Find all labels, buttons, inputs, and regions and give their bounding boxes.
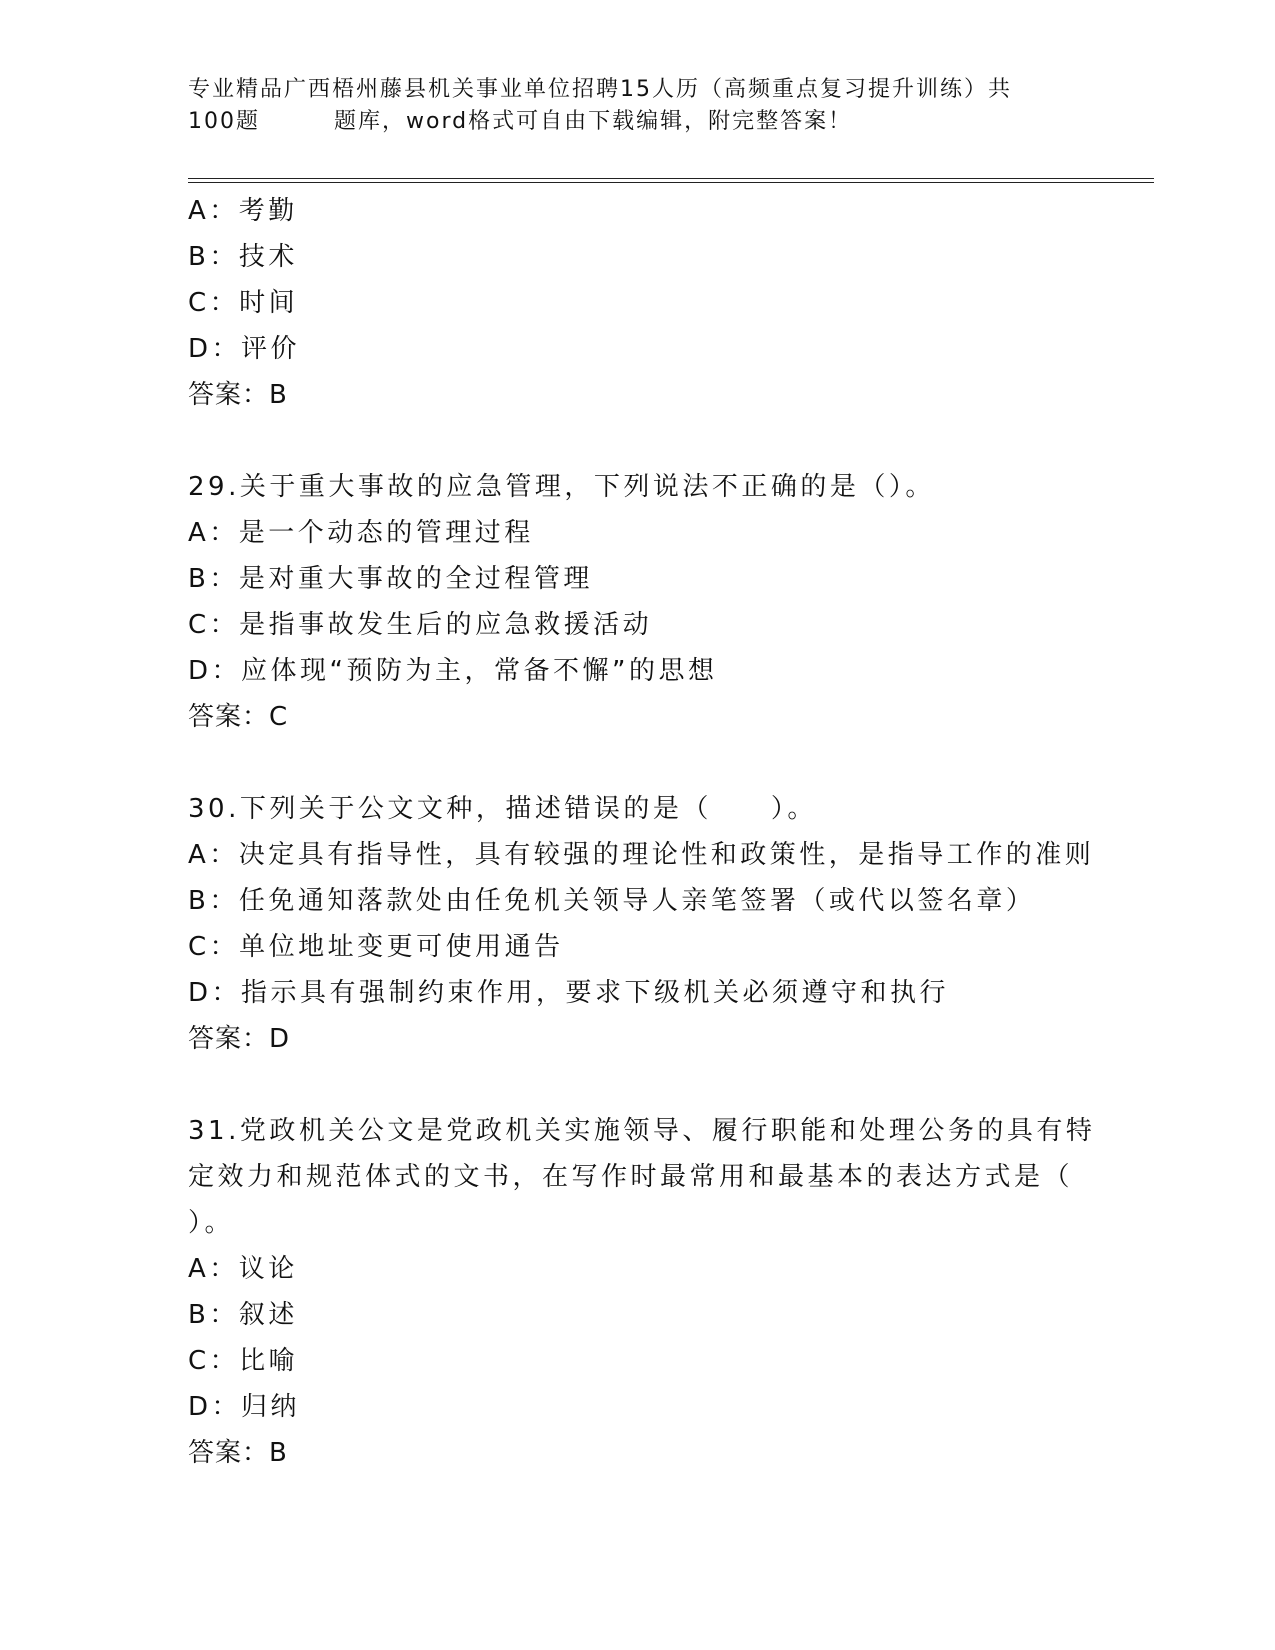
header-title-line-1: 专业精品广西梧州藤县机关事业单位招聘15人历（高频重点复习提升训练）共 — [188, 77, 1012, 102]
option-d: D：评价 — [188, 334, 301, 364]
answer-line: 答案：B — [188, 380, 288, 410]
answer-line: 答案：D — [188, 1024, 291, 1054]
question-stem: 30.下列关于公文文种，描述错误的是（ ）。 — [188, 794, 817, 824]
option-b: B：是对重大事故的全过程管理 — [188, 564, 593, 594]
option-d: D：应体现“预防为主，常备不懈”的思想 — [188, 656, 718, 686]
option-c: C：单位地址变更可使用通告 — [188, 932, 564, 962]
option-d: D：归纳 — [188, 1392, 301, 1422]
option-a: A：决定具有指导性，具有较强的理论性和政策性，是指导工作的准则 — [188, 840, 1095, 870]
header-divider-bottom — [188, 182, 1154, 183]
option-a: A：是一个动态的管理过程 — [188, 518, 534, 548]
option-d: D：指示具有强制约束作用，要求下级机关必须遵守和执行 — [188, 978, 950, 1008]
question-list — [188, 188, 1096, 1476]
option-a: A：议论 — [188, 1254, 298, 1284]
option-b: B：任免通知落款处由任免机关领导人亲笔签署（或代以签名章） — [188, 886, 1036, 916]
option-a: A：考勤 — [188, 196, 298, 226]
option-c: C：比喻 — [188, 1346, 299, 1376]
question-block-30 — [188, 786, 1095, 1062]
header-title-line-2 — [188, 106, 1068, 138]
option-b: B：叙述 — [188, 1300, 298, 1330]
question-stem: 29.关于重大事故的应急管理，下列说法不正确的是（）。 — [188, 472, 935, 502]
question-stem-line-3: ）。 — [188, 1208, 235, 1238]
question-block-31 — [188, 1108, 1096, 1476]
question-stem-line-1: 31.党政机关公文是党政机关实施领导、履行职能和处理公务的具有特 — [188, 1116, 1096, 1146]
option-b: B：技术 — [188, 242, 298, 272]
option-c: C：时间 — [188, 288, 299, 318]
question-block-28 — [188, 188, 1088, 418]
answer-line: 答案：C — [188, 702, 289, 732]
question-block-29 — [188, 464, 1088, 740]
question-stem-line-2: 定效力和规范体式的文书，在写作时最常用和最基本的表达方式是（ — [188, 1162, 1074, 1192]
header-description: 题库，word格式可自由下载编辑，附完整答案！ — [334, 109, 853, 134]
header-question-count: 100题 — [188, 109, 260, 134]
header-divider-top — [188, 178, 1154, 179]
option-c: C：是指事故发生后的应急救援活动 — [188, 610, 653, 640]
document-header — [188, 74, 1068, 138]
answer-line: 答案：B — [188, 1438, 288, 1468]
